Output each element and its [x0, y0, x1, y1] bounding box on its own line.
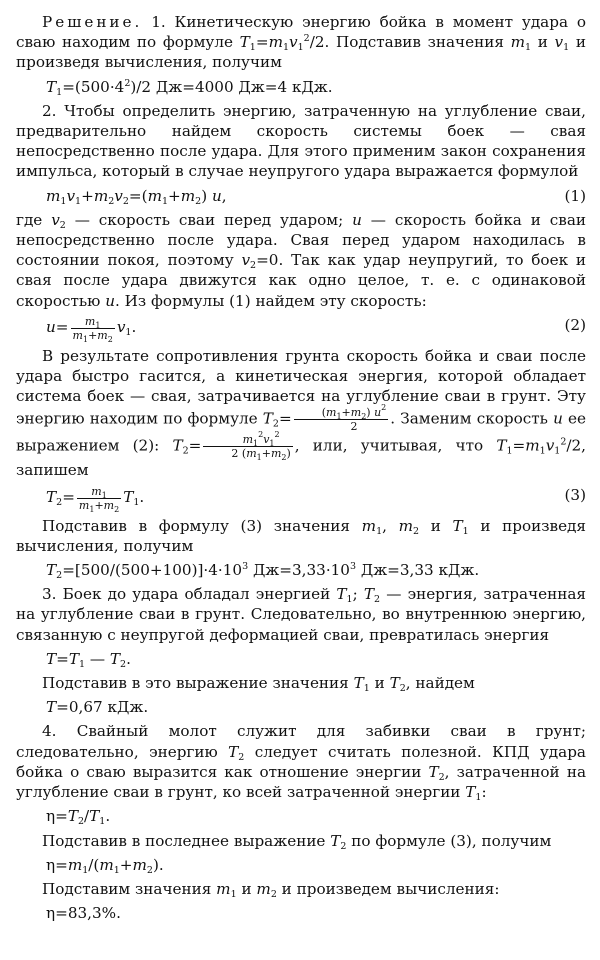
formula-body: η=83,3%.	[46, 904, 121, 923]
formula	[46, 649, 586, 669]
equation-number: (2)	[564, 315, 586, 334]
formula-body: $T_2=[500/(500+100)]\cdot 4\cdot 10^3$ $Дж=3,33\cdot 10^3$ Дж=3,33 кДж.	[46, 561, 480, 582]
paragraph: Подставив в формулу (3) значения $m_1$, $m_2$ и $T_1$ и произведя вычисления, получим	[16, 516, 586, 555]
formula-body: $m_1v_1+m_2v_2=(m_1+m_2)$ u,	[46, 186, 227, 207]
paragraph: В результате сопротивления грунта скорость бойка и сваи после удара быстро гасится, а кинетическая энергия, которой обладает система боек — свая, затрачивается на углубление сваи в грунт. Эту энергию находим по формуле $T_2=$ $\frac{(m_1+m_2) u^2}{2}$ . Заменим скорость u ее выражением (2): $T_2=$ $\frac{m_1^2v_1^2}{2 (m_1+m_2)}$ , или, учитывая, что $T_1=m_1v_1^2/2$, запишем	[16, 346, 586, 480]
paragraph: 2. Чтобы определить энергию, затраченную на углубление сваи, предварительно найдем скорость системы боек — свая непосредственно после удара. Для этого применим закон сохранения импульса, который в случае неупругого удара выражается формулой	[16, 101, 586, 181]
formula	[46, 186, 586, 206]
formula	[46, 855, 586, 875]
paragraph: где $v_2$ — скорость сваи перед ударом; u — скорость бойка и сваи непосредственно после удара. Свая перед ударом находилась в состоянии покоя, поэтому $v_2=0$. Так как удар неупругий, то боек и свая после удара движутся как одно целое, т. е. с одинаковой скоростью u. Из формулы (1) найдем эту скорость:	[16, 210, 586, 310]
paragraph: Подставив в это выражение значения $T_1$ и $T_2$, найдем	[42, 674, 475, 695]
paragraph: Подставив в последнее выражение $T_2$ по формуле (3), получим	[42, 831, 552, 852]
paragraph: 4. Свайный молот служит для забивки сваи в грунт; следовательно, энергию $T_2$ следует считать полезной. КПД удара бойка о сваю выразится как отношение энергии $T_2$, затраченной на углубление сваи в грунт, ко всей затраченной энергии $T_1$:	[16, 722, 586, 804]
formula-body: $T=T_1$ — $T_2$.	[46, 649, 131, 670]
paragraph: Подставим значения $m_1$ и $m_2$ и произведем вычисления:	[42, 879, 500, 900]
equation-number: (1)	[564, 186, 586, 205]
equation-number: (3)	[564, 485, 586, 504]
formula	[46, 697, 586, 717]
formula-body: $T_1=(500\cdot 4^2)/2$ Дж=4000 Дж=4 кДж.	[46, 77, 333, 98]
formula	[46, 806, 586, 826]
formula	[46, 315, 586, 342]
paragraph: 3. Боек до удара обладал энергией $T_1$; $T_2$ — энергия, затраченная на углубление сваи в грунт. Следовательно, во внутреннюю энергию, связанную с неупругой деформацией сваи, превратилась энергия	[16, 585, 586, 644]
formula	[46, 903, 586, 923]
formula	[46, 77, 586, 97]
formula	[46, 560, 586, 580]
paragraph: Решение. 1. Кинетическую энергию бойка в момент удара о сваю находим по формуле $T_1=m_1v_1^2/2$. Подставив значения $m_1$ и $v_1$ и произведя вычисления, получим	[16, 13, 586, 72]
formula-body: T=0,67 кДж.	[46, 698, 149, 717]
formula-body: $T_2=$ $\frac{m_1}{m_1+m_2}$ $T_1$.	[46, 484, 145, 514]
formula-body: $\eta=m_1/(m_1+m_2)$.	[46, 855, 164, 876]
formula-body: $\eta=T_2/T_1$.	[46, 807, 111, 828]
formula-body: u= $\frac{m_1}{m_1+m_2}$ $v_1$.	[46, 314, 137, 344]
formula	[46, 485, 586, 512]
